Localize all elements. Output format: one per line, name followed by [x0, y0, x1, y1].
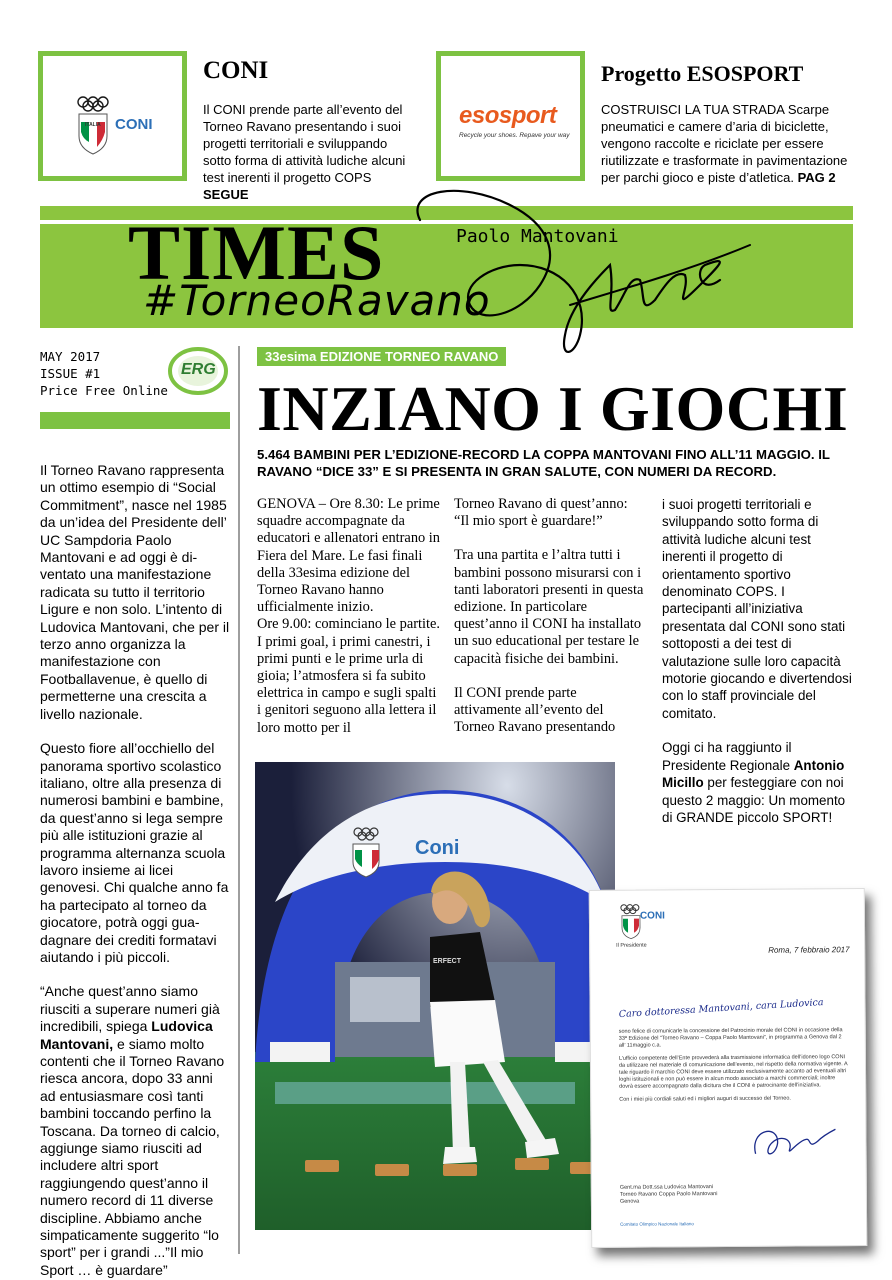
masthead-title: TIMES: [128, 209, 385, 296]
letter-paragraph-1: sono felice di comunicarle la concessione del Patrocinio morale del CONI in occasione della 33ª Edizione del “Torneo Ravano – Coppa Paolo Mantovani”, in programma a Genova dal 2 all’ 11maggio c.a.: [618, 1027, 843, 1049]
esosport-logo-text: esosport: [459, 102, 557, 129]
article-headline: INZIANO I GIOCHI: [257, 373, 849, 444]
letter-logo-text: CONI: [639, 910, 665, 922]
coni-logo-text: CONI: [115, 116, 153, 133]
col2-paragraph-3: Il CONI prende parte attivamente all’evento del Torneo Ravano presentando: [454, 684, 616, 736]
letter-subtitle: Il Presidente: [616, 942, 647, 949]
letter-signature: [749, 1123, 839, 1164]
issue-meta: [40, 348, 168, 399]
photo-arch-logo: Coni: [415, 837, 460, 859]
letter-paragraph-3: Con i miei più cordiali saluti ed i migliori auguri di successo del Torneo.: [619, 1095, 791, 1103]
esosport-box-title: Progetto ESOSPORT: [601, 61, 804, 86]
issue-number: ISSUE #1: [40, 366, 101, 381]
ludovica-name: Ludovica Mantovani,: [40, 1018, 213, 1052]
sidebar-green-bar: [40, 412, 230, 429]
edition-tag: 33esima EDIZIONE TORNEO RAVANO: [257, 347, 506, 366]
signature-graphic: [400, 185, 760, 365]
esosport-logo-tagline: Recycle your shoes. Repave your way: [459, 132, 570, 139]
photo-shirt-text: ERFECT: [433, 958, 461, 965]
sidebar-text: [40, 462, 230, 1279]
col2-paragraph-2: Tra una partita e l’altra tutti i bambini possono misurarsi con i tanti laboratori presenti in questa edizione. In particolare quest’anno il CONI ha installato un suo educational per testare le capacità fisiche dei bambini.: [454, 547, 644, 667]
letter-paragraph-2: L’ufficio competente dell’Ente provvederà alla trasmissione informatica dell’idoneo logo CONI da utilizzare nel materiale di comunicazione dell’evento, nel rispetto della normativa vigente. A tale riguardo il marchio CONI deve essere utilizzato esclusivamente accanto ad eventuali altri loghi istituzionali e non può essere in alcun modo associato a marchi commerciali; inoltre dovrà essere accompagnato dalla dicitura che il CONI è patrocinante dell’iniziativa.: [618, 1054, 848, 1090]
letter-addressee: Gent.ma Dott.ssa Ludovica Mantovani Torneo Ravano Coppa Paolo Mantovani Genova: [619, 1184, 718, 1205]
micillo-name: Antonio Micillo: [662, 757, 845, 791]
letter-coni-icon: [616, 903, 646, 943]
letter-footer: Comitato Olimpico Nazionale Italiano: [620, 1221, 694, 1227]
sidebar-paragraph-2: Questo fiore all’occhiello del panorama sportivo scolastico italiano, oltre alla presenza di numerosi bambini e bambine, da quest’anno si lega sempre più alle istituzioni grazie al programma alternanza scuola lavoro insieme ai licei genovesi. Chi qualche anno fa ha partecipato al torneo da giocatore, potrà oggi gua-dagnare dei crediti formatavi aiutando i più piccoli.: [40, 740, 229, 965]
article-subhead: 5.464 BAMBINI PER L’EDIZIONE-RECORD LA COPPA MANTOVANI FINO ALL’11 MAGGIO. IL RAVANO “DICE 33” E SI PRESENTA IN GRAN SALUTE, CON NUMERI DA RECORD.: [257, 447, 830, 479]
esosport-box-text: COSTRUISCI LA TUA STRADA Scarpe pneumatici e camere d’aria di biciclette, vengono raccolte e riciclate per essere riutilizzate e trasformate in pavimentazione per parchi gioco e piste d’atletica. PAG 2: [601, 102, 848, 185]
article-column-2: [454, 496, 644, 736]
coni-logo-box: [38, 51, 187, 181]
patronage-letter: [589, 888, 867, 1248]
col2-paragraph-1: Torneo Ravano di quest’anno: “Il mio sport è guardare!”: [454, 496, 628, 530]
esosport-logo-box: [436, 51, 585, 181]
masthead-hashtag: #TorneoRavano: [143, 276, 491, 325]
col3-paragraph-2: Oggi ci ha raggiunto il Presidente Regionale Antonio Micillo per festeggiare con noi questo 2 maggio: Un momento di GRANDE piccolo SPORT!: [662, 740, 846, 825]
esosport-pag2-link[interactable]: PAG 2: [797, 170, 836, 185]
issue-date: MAY 2017: [40, 349, 101, 364]
col3-paragraph-1: i suoi progetti territoriali e sviluppando sotto forma di attività ludiche alcuni test inerenti il progetto di orientamento sportivo denominato COPS. I partecipanti all’iniziativa presentata dal CONI sono stati sottoposti a dei test di valutazione sulle loro capacità motorie giocando e divertendosi con lo staff provinciale del comitato.: [662, 497, 852, 721]
masthead-author: Paolo Mantovani: [456, 226, 619, 247]
erg-logo: [167, 345, 229, 397]
erg-logo-text: ERG: [181, 361, 216, 378]
article-photo: [255, 762, 615, 1230]
letter-greeting: Caro dottoressa Mantovani, cara Ludovica: [618, 997, 824, 1021]
photo-scene: [255, 762, 615, 1230]
article-column-1: GENOVA – Ore 8.30: Le prime squadre accompagnate da educatori e allenatori entrano in Fiera del Mare. Le fasi finali della 33esima edizione del Torneo Ravano hanno ufficialmente inizio. Ore 9.00: cominciano le partite. I primi goal, i primi canestri, i primi punti e le prime urla di gioia; l’atmosfera si fa subito elettrica in campo e sugli spalti i genitori seguono alla lettera il loro motto per il: [257, 496, 441, 736]
column-divider: [238, 346, 240, 1254]
coni-box-title: CONI: [203, 57, 269, 84]
coni-logo-icon: [43, 56, 183, 176]
coni-box-text: Il CONI prende parte all’evento del Torneo Ravano presentando i suoi progetti territoriali e sviluppando sotto forma di attività ludiche alcuni test inerenti il progetto COPS SEGUE: [203, 102, 406, 202]
article-column-3: [662, 496, 856, 826]
coni-segue-link[interactable]: SEGUE: [203, 187, 249, 202]
sidebar-paragraph-3: “Anche quest’anno siamo riusciti a superare numeri già incredibili, spiega Ludovica Mantovani, e siamo molto contenti che il Torneo Ravano riesca ancora, dopo 33 anni ad entusiasmare così tanti bambini toccando perfino la Toscana. Da torneo di calcio, aggiunge siamo riusciti ad includere altri sport raggiungendo quest’anno il numero record di 11 diverse discipline. Abbiamo anche simpaticamente suggerito “lo sport” per i grandi ...”Il mio Sport … è guardare”: [40, 983, 225, 1278]
issue-price: Price Free Online: [40, 383, 168, 398]
letter-body: [619, 1027, 850, 1104]
letter-date: Roma, 7 febbraio 2017: [768, 945, 850, 955]
coni-logo-label: ITALIA: [85, 122, 101, 128]
sidebar-paragraph-1: Il Torneo Ravano rappresenta un ottimo esempio di “Social Commitment”, nasce nel 1985 da un’idea del Presidente dell’ UC Sampdoria Paolo Mantovani e ad oggi è di-ventato una manifestazione radicata su tutto il territorio Ligure e non solo. L’intento di Ludovica Mantovani, che per il terzo anno organizza la manifestazione con Footballavenue, è quello di permetterne una crescita a livello nazionale.: [40, 462, 230, 722]
